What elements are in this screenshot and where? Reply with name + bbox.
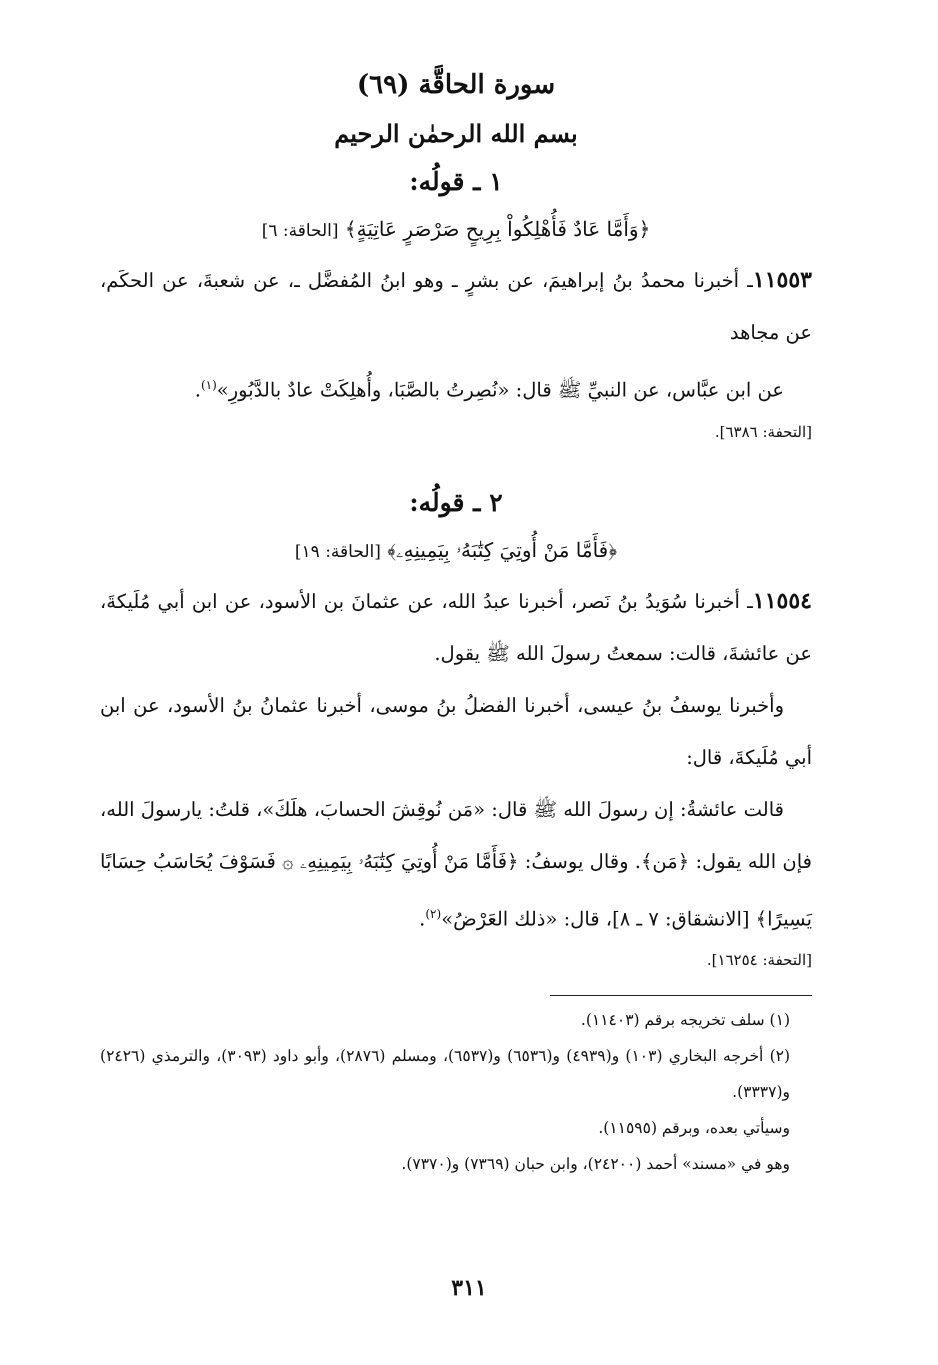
footnote-marker[interactable]: (١) [200,378,217,392]
surah-title: سورة الحاقَّة (٦٩) [356,70,556,100]
footnote-divider [550,995,812,996]
quran-verse [100,527,812,575]
footnotes [100,1002,812,1182]
hadith-isnad-second [100,680,812,784]
page-number: ٣١١ [451,1275,487,1301]
hadith-matn: قالت عائشةُ: إن رسولَ الله ﷺ قال: «مَن نُوقِشَ الحسابَ، هلَكَ»، قلتُ: يارسولَ الله، فإن الله يقول: ﴿مَن﴾. وقال يوسفُ: ﴿فَأَمَّا مَنْ أُوتِيَ كِتَٰبَهُۥ بِيَمِينِهِۦ ۞ فَسَوْفَ يُحَاسَبُ حِسَابًا يَسِيرًا﴾ [الانشقاق: ٧ ـ ٨]، قال: «ذلك العَرْضُ»$^{(٢)}$. [100,797,812,930]
footnote-marker[interactable]: (٢) [425,906,442,921]
tuhfa-reference: [التحفة: ٦٣٨٦]. [714,422,812,441]
verse-reference: [الحاقة: ٦] [261,221,339,241]
footnote: (١) سلف تخريجه برقم (١١٤٠٣). [580,1011,790,1029]
hadith-matn-text: عن ابن عبَّاس، عن النبيِّ ﷺ قال: «نُصِرتُ بالصَّبَا، وأُهلِكَتْ عادٌ بالدَّبُورِ» [216,378,784,402]
footnote-continuation: وهو في «مسند» أحمد (٢٤٢٠٠)، وابن حبان (٧٣٦٩) و(٧٣٧٠). [401,1155,790,1173]
hadith-isnad-text: وأخبرنا يوسفُ بنُ عيسى، أخبرنا الفضلُ بنُ موسى، أخبرنا عثمانُ بنُ الأسود، عن ابن أبي مُلَيكةَ، قال: [100,693,812,769]
section-heading: ١ ـ قولُه: [409,167,503,196]
hadith-number: ١١٥٥٤ [752,587,812,614]
section-heading: ٢ ـ قولُه: [409,487,503,517]
quran-verse [100,206,812,254]
book-page [100,60,812,1182]
hadith-paragraph [100,575,812,680]
hadith-matn: عن ابن عبَّاس، عن النبيِّ ﷺ قال: «نُصِرتُ بالصَّبَا، وأُهلِكَتْ عادٌ بالدَّبُورِ»$^{(١)}$. [194,378,784,402]
verse-text: ﴿فَأَمَّا مَنْ أُوتِيَ كِتَٰبَهُۥ بِيَمِينِهِۦ﴾ [387,537,618,562]
hadith-matn-text: قالت عائشةُ: إن رسولَ الله ﷺ قال: «مَن نُوقِشَ الحسابَ، هلَكَ»، قلتُ: يارسولَ الله، فإن الله يقول: ﴿مَن﴾. وقال يوسفُ: ﴿فَأَمَّا مَنْ أُوتِيَ كِتَٰبَهُۥ بِيَمِينِهِۦ ۞ فَسَوْفَ يُحَاسَبُ حِسَابًا يَسِيرًا﴾ [الانشقاق: ٧ ـ ٨]، قال: «ذلك العَرْضُ» [100,797,812,930]
hadith-paragraph [100,254,812,359]
verse-text: ﴿وَأَمَّا عَادٌ فَأُهْلِكُواْ بِرِيحٍ صَرْصَرٍ عَاتِيَةٍ﴾ [344,217,651,241]
basmala: بسم الله الرحمٰن الرحيم [334,119,578,148]
verse-reference: [الحاقة: ١٩] [294,541,381,562]
hadith-isnad: ـ أخبرنا محمدُ بنُ إبراهيمَ، عن بشرٍ ـ وهو ابنُ المُفضَّل ـ، عن شعبةَ، عن الحكَم، عن مجاهد [100,269,812,344]
hadith-isnad: ـ أخبرنا سُوَيدُ بنُ نَصر، أخبرنا عبدُ الله، عن عثمانَ بن الأسود، عن ابن أبي مُلَيكةَ، عن عائشةَ، قالت: سمعتُ رسولَ الله ﷺ يقول. [100,589,812,665]
hadith-number: ١١٥٥٣ [752,267,812,293]
footnote: (٢) أخرجه البخاري (١٠٣) و(٤٩٣٩) و(٦٥٣٦) و(٦٥٣٧)، ومسلم (٢٨٧٦)، وأبو داود (٣٠٩٣)، والترمذي (٢٤٢٦) و(٣٣٣٧). [100,1047,791,1101]
tuhfa-reference: [التحفة: ١٦٢٥٤]. [706,951,812,969]
footnote-continuation: وسيأتي بعده، وبرقم (١١٥٩٥). [598,1119,790,1137]
